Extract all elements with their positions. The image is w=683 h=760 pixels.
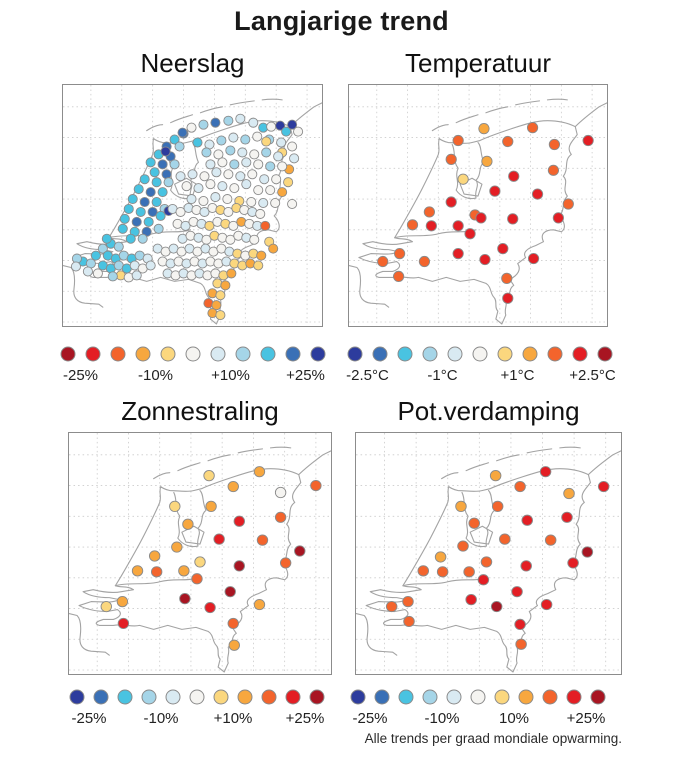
station-dot bbox=[132, 271, 141, 280]
station-dot bbox=[453, 248, 463, 258]
station-dot bbox=[182, 182, 191, 191]
legend-swatch bbox=[351, 690, 365, 704]
station-dot bbox=[478, 575, 489, 585]
station-dot bbox=[152, 178, 161, 187]
station-dot bbox=[562, 512, 573, 522]
station-dot bbox=[257, 251, 266, 260]
station-dot bbox=[294, 127, 303, 136]
station-dot bbox=[224, 170, 233, 179]
station-dot bbox=[267, 122, 276, 131]
station-dot bbox=[490, 470, 501, 480]
station-dot bbox=[158, 160, 167, 169]
legend-swatch bbox=[311, 347, 325, 361]
station-dot bbox=[229, 133, 238, 142]
station-dot bbox=[227, 269, 236, 278]
station-dot bbox=[545, 535, 556, 545]
legend-swatch bbox=[211, 347, 225, 361]
legend-swatch bbox=[548, 347, 562, 361]
legend-label: -10% bbox=[424, 710, 460, 727]
station-dot bbox=[188, 170, 197, 179]
legend-label: +1°C bbox=[500, 367, 535, 384]
station-dot bbox=[221, 281, 230, 290]
legend-swatch bbox=[190, 690, 204, 704]
station-dot bbox=[262, 148, 271, 157]
station-dot bbox=[540, 467, 551, 477]
station-dot bbox=[206, 160, 215, 169]
station-dot bbox=[225, 587, 235, 597]
station-dot bbox=[223, 194, 232, 203]
station-dot bbox=[154, 224, 163, 233]
station-dot bbox=[124, 204, 133, 213]
page-title: Langjarige trend bbox=[234, 6, 449, 36]
station-dot bbox=[140, 175, 149, 184]
legend-swatch bbox=[398, 347, 412, 361]
legend-swatch bbox=[423, 690, 437, 704]
station-dot bbox=[138, 234, 147, 243]
station-dot bbox=[217, 136, 226, 145]
station-dot bbox=[212, 168, 221, 177]
panel-title-zonnestraling: Zonnestraling bbox=[121, 396, 279, 426]
station-dot bbox=[508, 214, 518, 224]
legend-swatch bbox=[423, 347, 437, 361]
grid bbox=[69, 433, 331, 674]
station-dot bbox=[156, 211, 165, 220]
station-dot bbox=[394, 248, 404, 258]
legend-swatch bbox=[473, 347, 487, 361]
legend-svg-zonnestraling bbox=[65, 681, 345, 733]
station-dot bbox=[503, 293, 513, 303]
station-dot bbox=[120, 214, 129, 223]
station-dot bbox=[481, 557, 492, 567]
station-dot bbox=[254, 186, 263, 195]
station-dot bbox=[118, 224, 127, 233]
station-dot bbox=[158, 188, 167, 197]
station-dot bbox=[275, 512, 285, 522]
legend-swatch bbox=[523, 347, 537, 361]
legend-swatch bbox=[118, 690, 132, 704]
station-dot bbox=[152, 197, 161, 206]
station-dot bbox=[254, 261, 263, 270]
station-dot bbox=[146, 188, 155, 197]
legend-label: +2.5°C bbox=[569, 367, 616, 384]
station-dot bbox=[193, 138, 202, 147]
station-dot bbox=[250, 235, 259, 244]
legend-swatch bbox=[310, 690, 324, 704]
station-dot bbox=[114, 242, 123, 251]
map-svg-zonnestraling bbox=[69, 433, 331, 674]
station-dot bbox=[204, 470, 214, 480]
legend-label: -2.5°C bbox=[346, 367, 389, 384]
station-dot bbox=[503, 136, 513, 146]
station-dot bbox=[407, 220, 417, 230]
legend-swatch bbox=[238, 690, 252, 704]
station-dot bbox=[172, 542, 182, 552]
station-dot bbox=[275, 487, 285, 497]
map-zonnestraling bbox=[68, 432, 332, 675]
legend-label: -1°C bbox=[427, 367, 458, 384]
station-dot bbox=[290, 154, 299, 163]
station-dot bbox=[528, 253, 538, 263]
station-dot bbox=[465, 229, 475, 239]
station-dot bbox=[214, 534, 224, 544]
station-dot bbox=[206, 180, 215, 189]
station-dot bbox=[242, 180, 251, 189]
station-dot bbox=[271, 198, 280, 207]
legend-swatch bbox=[373, 347, 387, 361]
station-dot bbox=[446, 197, 456, 207]
station-dot bbox=[206, 501, 216, 511]
station-dot bbox=[164, 178, 173, 187]
station-dot bbox=[516, 639, 527, 649]
legend-swatch bbox=[261, 347, 275, 361]
station-dot bbox=[149, 551, 159, 561]
station-dot bbox=[549, 139, 559, 149]
station-dot bbox=[236, 172, 245, 181]
station-dot bbox=[180, 593, 190, 603]
station-dot bbox=[378, 256, 388, 266]
panel-title-temperatuur: Temperatuur bbox=[405, 48, 551, 78]
station-dot bbox=[205, 602, 215, 612]
station-dot bbox=[199, 196, 208, 205]
station-dot bbox=[254, 599, 264, 609]
legend-swatch bbox=[186, 347, 200, 361]
station-dot bbox=[151, 567, 161, 577]
panel-title-pot-verdamping: Pot.verdamping bbox=[397, 396, 580, 426]
station-dot bbox=[469, 518, 480, 528]
station-dot bbox=[564, 488, 575, 498]
station-dot bbox=[93, 269, 102, 278]
station-dot bbox=[230, 184, 239, 193]
station-dot bbox=[195, 557, 205, 567]
station-dot bbox=[521, 561, 532, 571]
station-dot bbox=[515, 481, 526, 491]
legend-swatch bbox=[591, 690, 605, 704]
legend-label: +10% bbox=[211, 367, 250, 384]
legend-swatch bbox=[214, 690, 228, 704]
legend-label: -10% bbox=[137, 367, 174, 384]
map-neerslag bbox=[62, 84, 323, 327]
station-dot bbox=[136, 207, 145, 216]
station-dot bbox=[126, 234, 135, 243]
footer-note: Alle trends per graad mondiale opwarming. bbox=[364, 731, 622, 746]
station-dot bbox=[583, 135, 593, 145]
legend-swatch bbox=[286, 690, 300, 704]
station-dot bbox=[509, 171, 519, 181]
station-dot bbox=[311, 480, 321, 490]
station-dot bbox=[582, 547, 593, 557]
station-dot bbox=[453, 221, 463, 231]
station-dot bbox=[218, 158, 227, 167]
station-dot bbox=[83, 267, 92, 276]
station-dot bbox=[71, 262, 80, 271]
station-dot bbox=[403, 596, 414, 606]
station-dot bbox=[229, 640, 239, 650]
station-dot bbox=[248, 170, 257, 179]
legend-neerslag bbox=[56, 338, 336, 390]
station-dot bbox=[102, 234, 111, 243]
station-dot bbox=[466, 594, 477, 604]
station-dot bbox=[260, 175, 269, 184]
station-dot bbox=[284, 178, 293, 187]
station-dot bbox=[228, 618, 238, 628]
station-dot bbox=[266, 186, 275, 195]
legend-swatch bbox=[236, 347, 250, 361]
station-dot bbox=[170, 160, 179, 169]
station-dot bbox=[491, 601, 502, 611]
station-dot bbox=[277, 138, 286, 147]
station-dot bbox=[211, 193, 220, 202]
station-dot bbox=[295, 546, 305, 556]
station-dot bbox=[254, 160, 263, 169]
legend-swatch bbox=[519, 690, 533, 704]
map-svg-temperatuur bbox=[349, 85, 607, 326]
station-dot bbox=[458, 174, 468, 184]
station-dot bbox=[224, 116, 233, 125]
station-dot bbox=[464, 567, 475, 577]
station-dot bbox=[108, 272, 117, 281]
station-dot bbox=[435, 552, 446, 562]
station-dot bbox=[492, 501, 503, 511]
station-dot bbox=[261, 221, 270, 230]
station-dot bbox=[563, 199, 573, 209]
station-dot bbox=[187, 194, 196, 203]
legend-swatch bbox=[111, 347, 125, 361]
legend-label: -10% bbox=[143, 710, 179, 727]
station-dot bbox=[266, 162, 275, 171]
station-dot bbox=[176, 172, 185, 181]
station-dot bbox=[132, 217, 141, 226]
station-dot bbox=[249, 118, 258, 127]
legend-svg-pot-verdamping bbox=[346, 681, 626, 733]
station-dot bbox=[280, 558, 290, 568]
station-dot bbox=[161, 147, 170, 156]
station-dot bbox=[257, 535, 267, 545]
legend-swatch bbox=[598, 347, 612, 361]
legend-swatch bbox=[399, 690, 413, 704]
station-dot bbox=[532, 189, 542, 199]
station-dot bbox=[140, 197, 149, 206]
station-dot bbox=[272, 175, 281, 184]
station-dot bbox=[458, 541, 469, 551]
station-dot bbox=[404, 616, 415, 626]
legend-swatch bbox=[286, 347, 300, 361]
station-dot bbox=[170, 501, 180, 511]
station-dot bbox=[179, 566, 189, 576]
legend-svg-temperatuur bbox=[343, 338, 623, 390]
station-dot bbox=[194, 184, 203, 193]
legend-swatch bbox=[471, 690, 485, 704]
station-dot bbox=[230, 160, 239, 169]
station-dot bbox=[216, 311, 225, 320]
station-dot bbox=[132, 566, 142, 576]
station-dot bbox=[200, 172, 209, 181]
station-dot bbox=[500, 534, 511, 544]
station-dot bbox=[228, 481, 238, 491]
station-dot bbox=[480, 254, 490, 264]
station-dot bbox=[274, 152, 283, 161]
legend-label: +10% bbox=[213, 710, 253, 727]
station-dot bbox=[247, 197, 256, 206]
map-temperatuur bbox=[348, 84, 608, 327]
legend-label: -25% bbox=[352, 710, 388, 727]
station-dot bbox=[146, 261, 155, 270]
station-dots bbox=[378, 122, 594, 303]
station-dot bbox=[117, 596, 127, 606]
station-dot bbox=[216, 291, 225, 300]
station-dot bbox=[541, 599, 552, 609]
station-dot bbox=[134, 185, 143, 194]
station-dot bbox=[192, 574, 202, 584]
grid bbox=[356, 433, 621, 674]
legend-swatch bbox=[70, 690, 84, 704]
station-dots bbox=[71, 114, 302, 319]
legend-swatch bbox=[142, 690, 156, 704]
station-dot bbox=[238, 148, 247, 157]
legend-pot-verdamping bbox=[346, 681, 626, 733]
station-dot bbox=[241, 135, 250, 144]
station-dot bbox=[253, 132, 262, 141]
station-dot bbox=[548, 165, 558, 175]
station-dot bbox=[512, 587, 523, 597]
legend-swatch bbox=[448, 347, 462, 361]
station-dot bbox=[236, 114, 245, 123]
legend-swatch bbox=[375, 690, 389, 704]
legend-swatch bbox=[262, 690, 276, 704]
station-dot bbox=[234, 516, 244, 526]
station-dot bbox=[437, 567, 448, 577]
legend-swatch bbox=[348, 347, 362, 361]
legend-svg-neerslag bbox=[56, 338, 336, 390]
station-dot bbox=[476, 213, 486, 223]
station-dot bbox=[269, 244, 278, 253]
station-dot bbox=[502, 273, 512, 283]
legend-temperatuur bbox=[343, 338, 623, 390]
station-dot bbox=[278, 188, 287, 197]
legend-swatch bbox=[86, 347, 100, 361]
legend-swatch bbox=[166, 690, 180, 704]
station-dot bbox=[568, 558, 579, 568]
station-dot bbox=[183, 519, 193, 529]
station-dot bbox=[278, 162, 287, 171]
legend-swatch bbox=[567, 690, 581, 704]
station-dot bbox=[419, 256, 429, 266]
legend-label: -25% bbox=[71, 710, 107, 727]
map-svg-pot-verdamping bbox=[356, 433, 621, 674]
station-dot bbox=[199, 120, 208, 129]
legend-label: +25% bbox=[285, 710, 325, 727]
station-dot bbox=[144, 217, 153, 226]
panel-title-neerslag: Neerslag bbox=[140, 48, 245, 78]
station-dot bbox=[424, 207, 434, 217]
station-dot bbox=[482, 156, 492, 166]
station-dot bbox=[288, 199, 297, 208]
map-svg-neerslag bbox=[63, 85, 322, 326]
station-dot bbox=[250, 150, 259, 159]
station-dot bbox=[426, 221, 436, 231]
station-dot bbox=[553, 213, 563, 223]
legend-label: 10% bbox=[498, 710, 530, 727]
station-dots bbox=[101, 467, 321, 651]
station-dot bbox=[527, 122, 537, 132]
legend-swatch bbox=[573, 347, 587, 361]
station-dot bbox=[128, 194, 137, 203]
station-dot bbox=[288, 142, 297, 151]
station-dot bbox=[101, 601, 111, 611]
legend-label: +25% bbox=[566, 710, 606, 727]
legend-swatch bbox=[94, 690, 108, 704]
station-dot bbox=[386, 601, 397, 611]
legend-swatch bbox=[543, 690, 557, 704]
station-dot bbox=[218, 182, 227, 191]
station-dot bbox=[262, 137, 271, 146]
station-dot bbox=[393, 271, 403, 281]
legend-label: +25% bbox=[286, 367, 325, 384]
station-dot bbox=[598, 481, 609, 491]
station-dot bbox=[211, 118, 220, 127]
map-pot-verdamping bbox=[355, 432, 622, 675]
station-dot bbox=[226, 146, 235, 155]
legend-swatch bbox=[61, 347, 75, 361]
station-dot bbox=[453, 135, 463, 145]
station-dot bbox=[118, 618, 128, 628]
station-dot bbox=[446, 154, 456, 164]
station-dot bbox=[91, 251, 100, 260]
station-dot bbox=[202, 148, 211, 157]
station-dot bbox=[498, 243, 508, 253]
station-dot bbox=[259, 198, 268, 207]
station-dot bbox=[479, 123, 489, 133]
station-dot bbox=[150, 168, 159, 177]
station-dot bbox=[146, 158, 155, 167]
station-dot bbox=[522, 515, 533, 525]
legend-swatch bbox=[447, 690, 461, 704]
station-dot bbox=[187, 123, 196, 132]
station-dot bbox=[456, 501, 467, 511]
legend-swatch bbox=[498, 347, 512, 361]
legend-swatch bbox=[161, 347, 175, 361]
station-dot bbox=[178, 128, 187, 137]
station-dot bbox=[175, 142, 184, 151]
legend-swatch bbox=[495, 690, 509, 704]
station-dot bbox=[256, 209, 265, 218]
station-dot bbox=[234, 561, 244, 571]
legend-swatch bbox=[136, 347, 150, 361]
station-dot bbox=[254, 467, 264, 477]
station-dot bbox=[418, 566, 429, 576]
station-dot bbox=[490, 186, 500, 196]
legend-label: -25% bbox=[62, 367, 99, 384]
station-dot bbox=[515, 619, 526, 629]
station-dot bbox=[242, 158, 251, 167]
legend-zonnestraling bbox=[65, 681, 345, 733]
